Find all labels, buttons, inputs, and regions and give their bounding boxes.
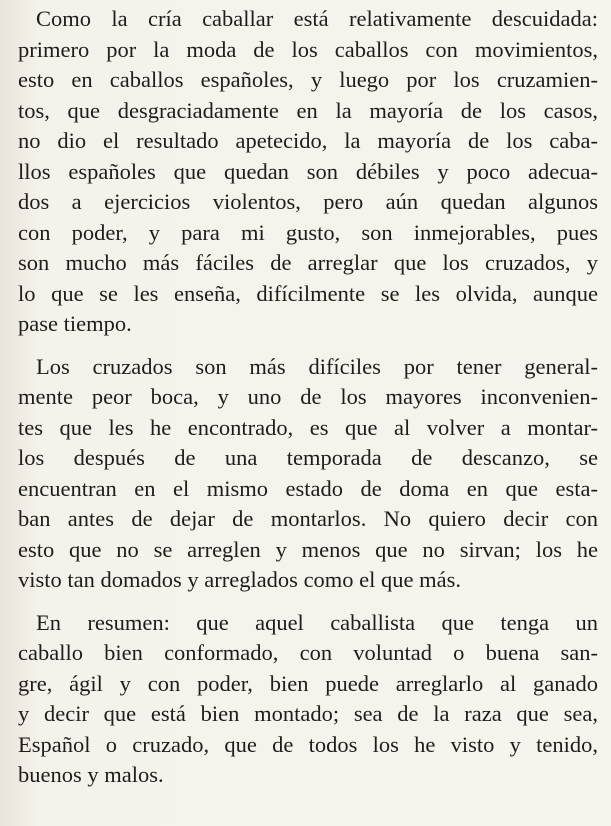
text-line: buenos y malos. <box>18 762 164 787</box>
text-line: con poder, y para mi gusto, son inmejorables, pues <box>18 219 598 245</box>
body-text <box>18 4 598 803</box>
paragraph-3 <box>18 608 598 791</box>
text-line: En resumen: que aquel caballista que tenga un <box>36 609 598 635</box>
text-line: visto tan domados y arreglados como el que más. <box>18 567 462 592</box>
text-line: tes que les he encontrado, es que al volver a montar- <box>18 414 598 440</box>
text-line: son mucho más fáciles de arreglar que los cruzados, y <box>18 250 598 275</box>
text-line: Los cruzados son más difíciles por tener general- <box>36 353 598 379</box>
text-line: no dio el resultado apetecido, la mayoría de los caba- <box>18 128 598 153</box>
text-line: caballo bien conformado, con voluntad o buena san- <box>18 640 598 665</box>
text-line: los después de una temporada de descanzo, se <box>18 445 598 470</box>
text-line: tos, que desgraciadamente en la mayoría de los casos, <box>18 97 598 123</box>
text-line: esto en caballos españoles, y luego por los cruzamien- <box>18 67 598 92</box>
text-line: ban antes de dejar de montarlos. No quiero decir con <box>18 506 598 531</box>
text-line: Español o cruzado, que de todos los he visto y tenido, <box>18 731 598 757</box>
text-line: llos españoles que quedan son débiles y poco adecua- <box>18 158 598 184</box>
text-line: Como la cría caballar está relativamente descuidada: <box>36 6 598 31</box>
text-line: gre, ágil y con poder, bien puede arreglarlo al ganado <box>18 670 598 696</box>
text-line: lo que se les enseña, difícilmente se les olvida, aunque <box>18 280 598 306</box>
text-line: encuentran en el mismo estado de doma en que esta- <box>18 475 598 501</box>
text-line: y decir que está bien montado; sea de la raza que sea, <box>18 701 598 726</box>
text-line: primero por la moda de los caballos con movimientos, <box>18 36 598 62</box>
text-line: pase tiempo. <box>18 311 132 336</box>
text-line: mente peor boca, y uno de los mayores inconvenien- <box>18 384 598 409</box>
paragraph-1 <box>18 4 598 340</box>
paragraph-2 <box>18 352 598 596</box>
text-line: dos a ejercicios violentos, pero aún quedan algunos <box>18 189 598 214</box>
text-line: esto que no se arreglen y menos que no sirvan; los he <box>18 536 598 562</box>
